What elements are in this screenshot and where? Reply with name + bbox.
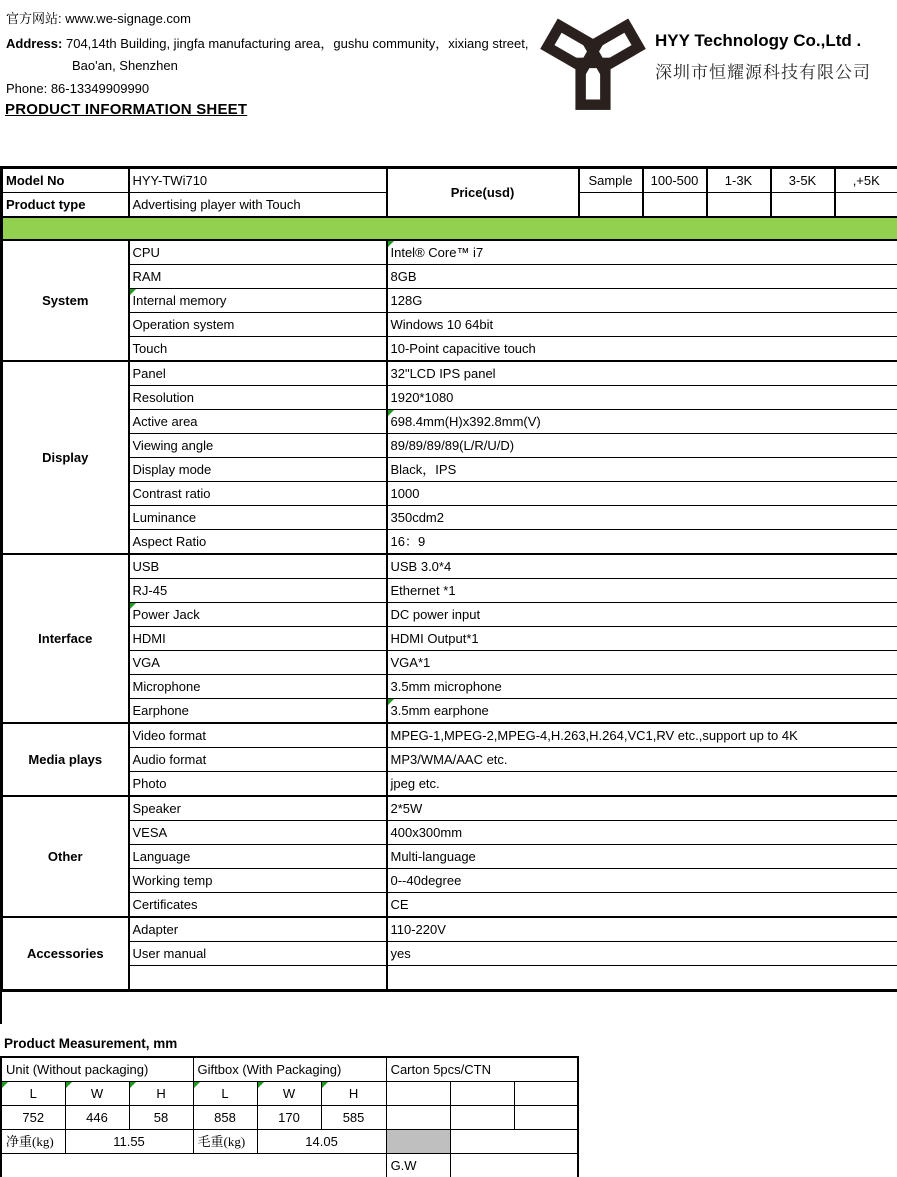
spec-key-cell: Speaker	[129, 796, 387, 821]
spec-value-cell: 3.5mm microphone	[387, 675, 897, 699]
measure-group-unit: Unit (Without packaging)	[1, 1057, 193, 1082]
dim-header: H	[321, 1082, 386, 1106]
website-label: 官方网站:	[6, 11, 62, 26]
phone-number: 86-13349909990	[50, 81, 150, 96]
price-cell	[771, 193, 835, 218]
price-tier-header: 1-3K	[707, 168, 771, 193]
section-label-media-plays: Media plays	[2, 723, 129, 796]
measurement-table	[0, 1056, 579, 1177]
spec-key-cell: HDMI	[129, 627, 387, 651]
spec-value-cell: 16：9	[387, 530, 897, 555]
price-cell	[643, 193, 707, 218]
spec-key-cell: Viewing angle	[129, 434, 387, 458]
price-tier-header: ,+5K	[835, 168, 897, 193]
dim-header: H	[129, 1082, 193, 1106]
spec-key-cell: RJ-45	[129, 579, 387, 603]
spec-value-cell: 128G	[387, 289, 897, 313]
gross-weight-label: 毛重(kg)	[193, 1130, 257, 1154]
spec-key-cell: VGA	[129, 651, 387, 675]
dim-header: W	[257, 1082, 321, 1106]
spec-value-cell	[387, 966, 897, 991]
dim-header-empty	[450, 1082, 514, 1106]
company-name-cn: 深圳市恒耀源科技有限公司	[655, 63, 871, 82]
spec-value-cell: 110-220V	[387, 917, 897, 942]
spec-value-cell: 400x300mm	[387, 821, 897, 845]
price-header: Price(usd)	[387, 168, 579, 218]
spec-value-cell: 8GB	[387, 265, 897, 289]
spec-key-cell: Aspect Ratio	[129, 530, 387, 555]
address-line2	[72, 58, 178, 73]
address-text2: Bao'an, Shenzhen	[72, 58, 178, 73]
model-no-label: Model No	[2, 168, 129, 193]
spec-value-cell: 350cdm2	[387, 506, 897, 530]
spec-key-cell: Photo	[129, 772, 387, 797]
dim-header: L	[1, 1082, 65, 1106]
spec-key-cell: RAM	[129, 265, 387, 289]
section-label-accessories: Accessories	[2, 917, 129, 991]
product-type-value: Advertising player with Touch	[129, 193, 387, 218]
dim-value-empty	[386, 1106, 450, 1130]
spec-value-cell: Intel® Core™ i7	[387, 240, 897, 265]
spec-value-cell: yes	[387, 942, 897, 966]
spec-key-cell: Power Jack	[129, 603, 387, 627]
spec-value-cell: VGA*1	[387, 651, 897, 675]
empty-cell	[450, 1130, 578, 1154]
spec-value-cell: Multi-language	[387, 845, 897, 869]
company-name-en: HYY Technology Co.,Ltd .	[655, 31, 862, 50]
spec-key-cell: Working temp	[129, 869, 387, 893]
spec-key-cell: Contrast ratio	[129, 482, 387, 506]
measure-group-giftbox: Giftbox (With Packaging)	[193, 1057, 386, 1082]
website-line	[6, 8, 191, 27]
spec-value-cell: MPEG-1,MPEG-2,MPEG-4,H.263,H.264,VC1,RV etc.,support up to 4K	[387, 723, 897, 748]
spec-key-cell: Luminance	[129, 506, 387, 530]
spec-key-cell: Certificates	[129, 893, 387, 918]
phone-line	[6, 81, 149, 96]
spec-key-cell: Active area	[129, 410, 387, 434]
spec-key-cell: Language	[129, 845, 387, 869]
phone-label: Phone:	[6, 81, 48, 96]
spec-key-cell: CPU	[129, 240, 387, 265]
company-logo-icon	[536, 4, 650, 118]
spec-key-cell: Adapter	[129, 917, 387, 942]
dim-value-empty	[514, 1106, 578, 1130]
measurement-title: Product Measurement, mm	[4, 1036, 178, 1051]
product-info-table	[0, 166, 897, 992]
section-label-display: Display	[2, 361, 129, 554]
price-tier-header: 3-5K	[771, 168, 835, 193]
section-divider-band	[2, 217, 897, 240]
dim-value: 170	[257, 1106, 321, 1130]
net-weight-value: 11.55	[65, 1130, 193, 1154]
spec-key-cell: Internal memory	[129, 289, 387, 313]
price-tier-header: 100-500	[643, 168, 707, 193]
dim-value: 585	[321, 1106, 386, 1130]
website-url: www.we-signage.com	[65, 11, 191, 26]
spec-key-cell: Operation system	[129, 313, 387, 337]
spec-key-cell: USB	[129, 554, 387, 579]
spec-value-cell: 10-Point capacitive touch	[387, 337, 897, 362]
price-cell	[835, 193, 897, 218]
price-cell	[579, 193, 643, 218]
net-weight-label: 净重(kg)	[1, 1130, 65, 1154]
measure-group-carton: Carton 5pcs/CTN	[386, 1057, 578, 1082]
dim-header-empty	[514, 1082, 578, 1106]
spec-value-cell: 2*5W	[387, 796, 897, 821]
price-tier-header: Sample	[579, 168, 643, 193]
spec-key-cell: User manual	[129, 942, 387, 966]
address-text1: 704,14th Building, jingfa manufacturing area，gushu community，xixiang street,	[65, 36, 529, 51]
spec-key-cell: Microphone	[129, 675, 387, 699]
dim-header-empty	[386, 1082, 450, 1106]
page-title: PRODUCT INFORMATION SHEET	[5, 101, 248, 118]
spec-value-cell: 89/89/89/89(L/R/U/D)	[387, 434, 897, 458]
spec-key-cell: Panel	[129, 361, 387, 386]
product-type-label: Product type	[2, 193, 129, 218]
dim-header: L	[193, 1082, 257, 1106]
spec-value-cell: HDMI Output*1	[387, 627, 897, 651]
spec-value-cell: Windows 10 64bit	[387, 313, 897, 337]
spec-key-cell: Touch	[129, 337, 387, 362]
spec-value-cell: DC power input	[387, 603, 897, 627]
gw-label: G.W	[386, 1154, 450, 1177]
section-label-other: Other	[2, 796, 129, 917]
section-label-interface: Interface	[2, 554, 129, 723]
spec-value-cell: 0--40degree	[387, 869, 897, 893]
sheet-edge-line	[0, 986, 2, 1024]
dim-value: 752	[1, 1106, 65, 1130]
address-line1	[6, 33, 528, 52]
dim-value: 58	[129, 1106, 193, 1130]
gross-weight-value: 14.05	[257, 1130, 386, 1154]
dim-value-empty	[450, 1106, 514, 1130]
spec-value-cell: MP3/WMA/AAC etc.	[387, 748, 897, 772]
spec-key-cell: Display mode	[129, 458, 387, 482]
spec-value-cell: 1000	[387, 482, 897, 506]
spec-key-cell: Audio format	[129, 748, 387, 772]
price-cell	[707, 193, 771, 218]
spec-value-cell: Black，IPS	[387, 458, 897, 482]
section-label-system: System	[2, 240, 129, 361]
dim-value: 446	[65, 1106, 129, 1130]
spec-value-cell: 698.4mm(H)x392.8mm(V)	[387, 410, 897, 434]
spec-value-cell: CE	[387, 893, 897, 918]
dim-value: 858	[193, 1106, 257, 1130]
spec-value-cell: 32"LCD IPS panel	[387, 361, 897, 386]
spec-key-cell: Resolution	[129, 386, 387, 410]
empty-cell	[1, 1154, 386, 1177]
empty-cell	[450, 1154, 578, 1177]
spec-value-cell: jpeg etc.	[387, 772, 897, 797]
gray-cell	[386, 1130, 450, 1154]
spec-key-cell: Video format	[129, 723, 387, 748]
spec-value-cell: USB 3.0*4	[387, 554, 897, 579]
spec-key-cell	[129, 966, 387, 991]
spec-value-cell: 1920*1080	[387, 386, 897, 410]
spec-value-cell: 3.5mm earphone	[387, 699, 897, 724]
spec-key-cell: VESA	[129, 821, 387, 845]
dim-header: W	[65, 1082, 129, 1106]
model-no-value: HYY-TWi710	[129, 168, 387, 193]
spec-value-cell: Ethernet *1	[387, 579, 897, 603]
address-label: Address:	[6, 36, 63, 51]
spec-key-cell: Earphone	[129, 699, 387, 724]
